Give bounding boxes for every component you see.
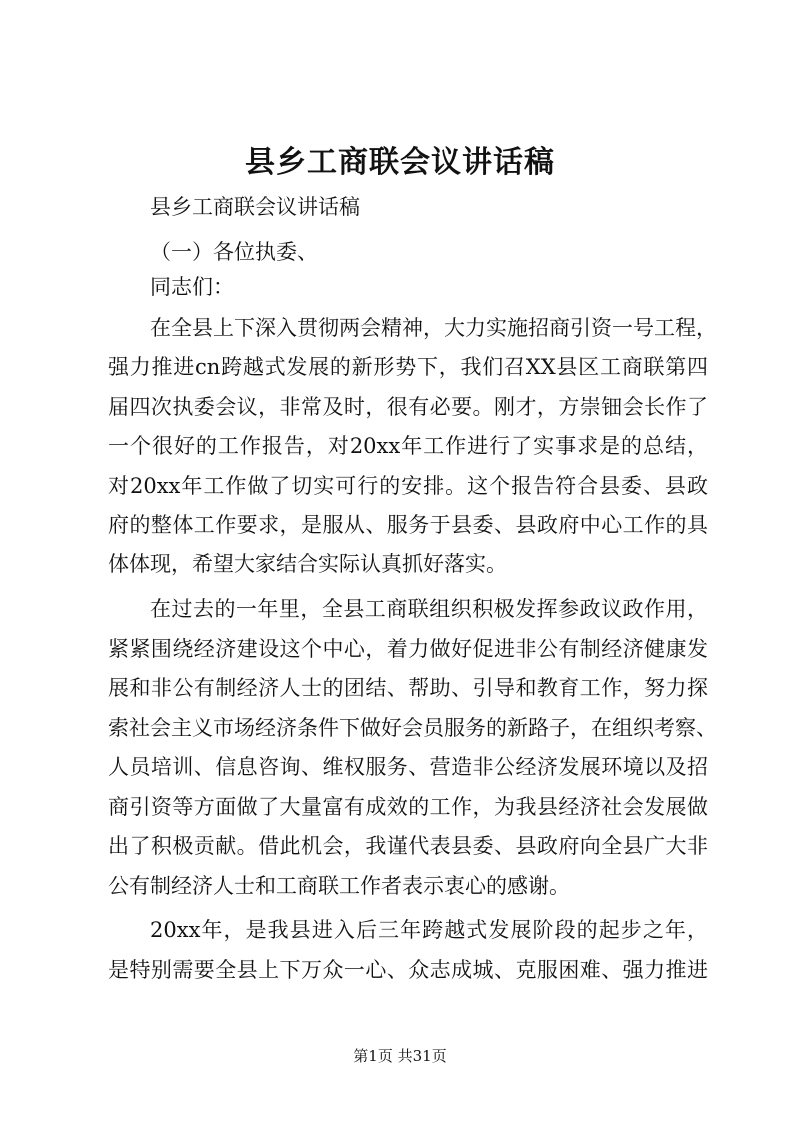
salutation-line: 同志们： bbox=[150, 275, 234, 299]
body-text-line: 府的整体工作要求，是服从、服务于县委、县政府中心工作的具 bbox=[108, 513, 708, 537]
body-text-line: 出了积极贡献。借此机会，我谨代表县委、县政府向全县广大非 bbox=[108, 834, 708, 858]
body-text-line: 商引资等方面做了大量富有成效的工作，为我县经济社会发展做 bbox=[108, 795, 708, 819]
body-text-line: 索社会主义市场经济条件下做好会员服务的新路子，在组织考察、 bbox=[108, 716, 717, 740]
body-text-line: 20xx年，是我县进入后三年跨越式发展阶段的起步之年， bbox=[150, 918, 708, 942]
document-title: 县乡工商联会议讲话稿 bbox=[245, 145, 555, 180]
body-text-line: 届四次执委会议，非常及时，很有必要。刚才，方崇钿会长作了 bbox=[108, 395, 708, 419]
body-text-line: 强力推进cn跨越式发展的新形势下，我们召XX县区工商联第四 bbox=[108, 355, 708, 379]
body-text-line: 紧紧围绕经济建设这个中心，着力做好促进非公有制经济健康发 bbox=[108, 637, 708, 661]
body-text-line: 对20xx年工作做了切实可行的安排。这个报告符合县委、县政 bbox=[108, 474, 708, 498]
body-text-line: 人员培训、信息咨询、维权服务、营造非公经济发展环境以及招 bbox=[108, 755, 708, 779]
body-text-line: 一个很好的工作报告，对20xx年工作进行了实事求是的总结， bbox=[108, 434, 708, 458]
body-text-line: 体体现，希望大家结合实际认真抓好落实。 bbox=[108, 552, 507, 576]
body-text-line: 在全县上下深入贯彻两会精神，大力实施招商引资一号工程， bbox=[150, 316, 717, 340]
body-text-line: 展和非公有制经济人士的团结、帮助、引导和教育工作，努力探 bbox=[108, 676, 708, 700]
page-number-footer: 第1页 共31页 bbox=[353, 1047, 447, 1065]
body-text-line: 在过去的一年里，全县工商联组织积极发挥参政议政作用， bbox=[150, 597, 708, 621]
body-text-line: 公有制经济人士和工商联工作者表示衷心的感谢。 bbox=[108, 874, 570, 898]
subtitle-line: 县乡工商联会议讲话稿 bbox=[150, 195, 360, 219]
salutation-line: （一）各位执委、 bbox=[150, 240, 318, 264]
body-text-line: 是特别需要全县上下万众一心、众志成城、克服困难、强力推进 bbox=[108, 958, 708, 982]
